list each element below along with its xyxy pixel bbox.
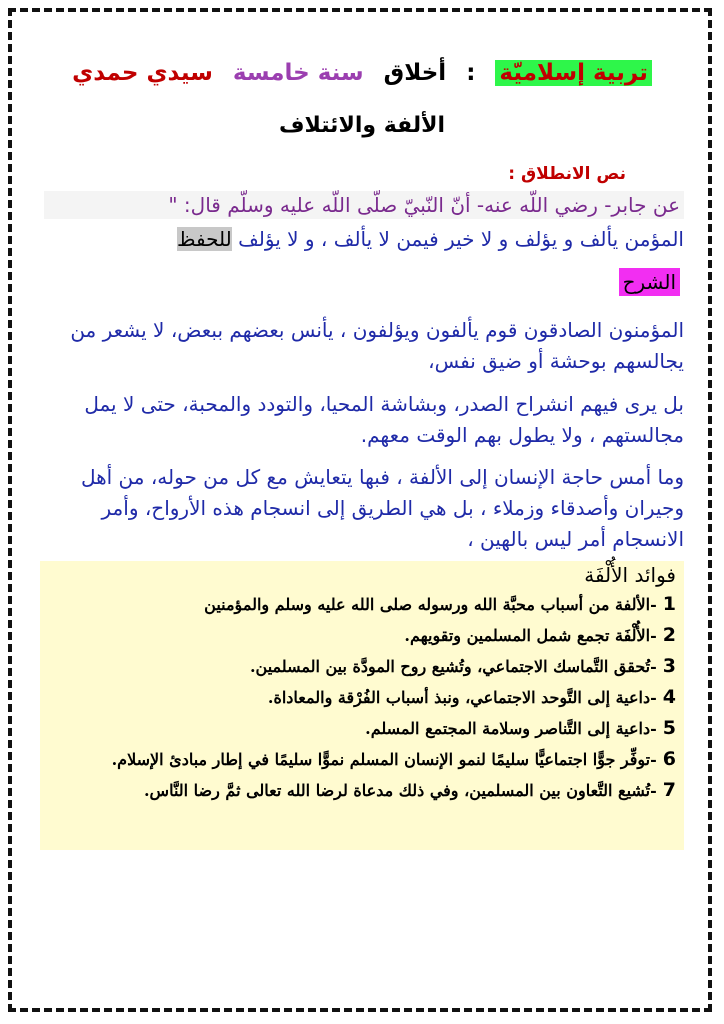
benefits-title: فوائد الأُلْفَة bbox=[584, 563, 676, 587]
benefit-text: -الألفة من أسباب محبَّة الله ورسوله صلى الله عليه وسلم والمؤمنين bbox=[204, 595, 657, 614]
benefit-number: 3 bbox=[662, 655, 676, 677]
explanation-paragraph-3: وما أمس حاجة الإنسان إلى الألفة ، فبها يتعايش مع كل من حوله، من أهل وجيران وأصدقاء وزملاء ، بل هي الطريق إلى انسجام هذه الأرواح، وأمر الانسجام أمر ليس بالهين ، bbox=[80, 465, 684, 551]
benefit-text: -تُشيع التَّعاون بين المسلمين، وفي ذلك مدعاة لرضا الله تعالى ثمَّ رضا النَّاس. bbox=[143, 781, 657, 800]
lesson-title: الألفة والائتلاف bbox=[278, 113, 446, 138]
benefit-number: 1 bbox=[662, 593, 676, 615]
benefit-item bbox=[48, 589, 676, 620]
benefit-number: 5 bbox=[662, 717, 676, 739]
benefit-text: -الأُلْفَة تجمع شمل المسلمين وتقويهم. bbox=[404, 626, 657, 645]
hadith-line-2 bbox=[44, 227, 684, 251]
benefit-item bbox=[48, 775, 676, 806]
benefit-text: -داعية إلى التَّناصر وسلامة المجتمع المسلم. bbox=[365, 719, 657, 738]
explanation-paragraph-1: المؤمنون الصادقون قوم يألفون ويؤلفون ، يأنس بعضهم ببعض، لا يشعر من يجالسهم بوحشة أو ضيق نفس، bbox=[70, 318, 684, 373]
year-label: سنة خامسة bbox=[232, 60, 364, 86]
benefit-item bbox=[48, 744, 676, 775]
benefits-box bbox=[40, 561, 684, 850]
memorize-highlight: للحفظ bbox=[177, 227, 232, 251]
topic-label: أخلاق bbox=[383, 60, 447, 86]
hadith-line-2-text: المؤمن يألف و يؤلف و لا خير فيمن لا يألف ، و لا يؤلف bbox=[231, 227, 684, 251]
benefit-item bbox=[48, 682, 676, 713]
benefit-text: -داعية إلى التَّوحد الاجتماعي، ونبذ أسباب الفُرْقة والمعاداة. bbox=[267, 688, 657, 707]
benefit-item bbox=[48, 651, 676, 682]
benefit-number: 7 bbox=[662, 779, 676, 801]
benefit-text: -توفِّر جوًّا اجتماعيًّا سليمًا لنمو الإنسان المسلم نموًّا سليمًا في إطار مبادئ الإسلام. bbox=[111, 750, 657, 769]
intro-label: نص الانطلاق : bbox=[508, 164, 626, 184]
explanation-paragraph-2: بل يرى فيهم انشراح الصدر، وبشاشة المحيا، والتودد والمحبة، حتى لا يمل مجالستهم ، ولا يطول بهم الوقت معهم. bbox=[84, 392, 684, 447]
explanation-label: الشرح bbox=[619, 268, 680, 296]
benefit-item bbox=[48, 713, 676, 744]
header bbox=[0, 60, 724, 86]
benefit-number: 2 bbox=[662, 624, 676, 646]
subject-label: تربية إسلاميّة bbox=[495, 60, 651, 86]
hadith-line-1: عن جابر- رضي اللّه عنه- أنّ النّبيّ صلّى اللّه عليه وسلّم قال: " bbox=[44, 191, 684, 219]
benefits-list bbox=[48, 589, 676, 806]
benefit-number: 6 bbox=[662, 748, 676, 770]
benefit-text: -تُحقق التَّماسك الاجتماعي، وتُشيع روح المودَّة بين المسلمين. bbox=[249, 657, 657, 676]
benefit-number: 4 bbox=[662, 686, 676, 708]
header-colon: : bbox=[466, 60, 476, 86]
benefit-item bbox=[48, 620, 676, 651]
teacher-name: سيدي حمدي bbox=[72, 60, 213, 86]
